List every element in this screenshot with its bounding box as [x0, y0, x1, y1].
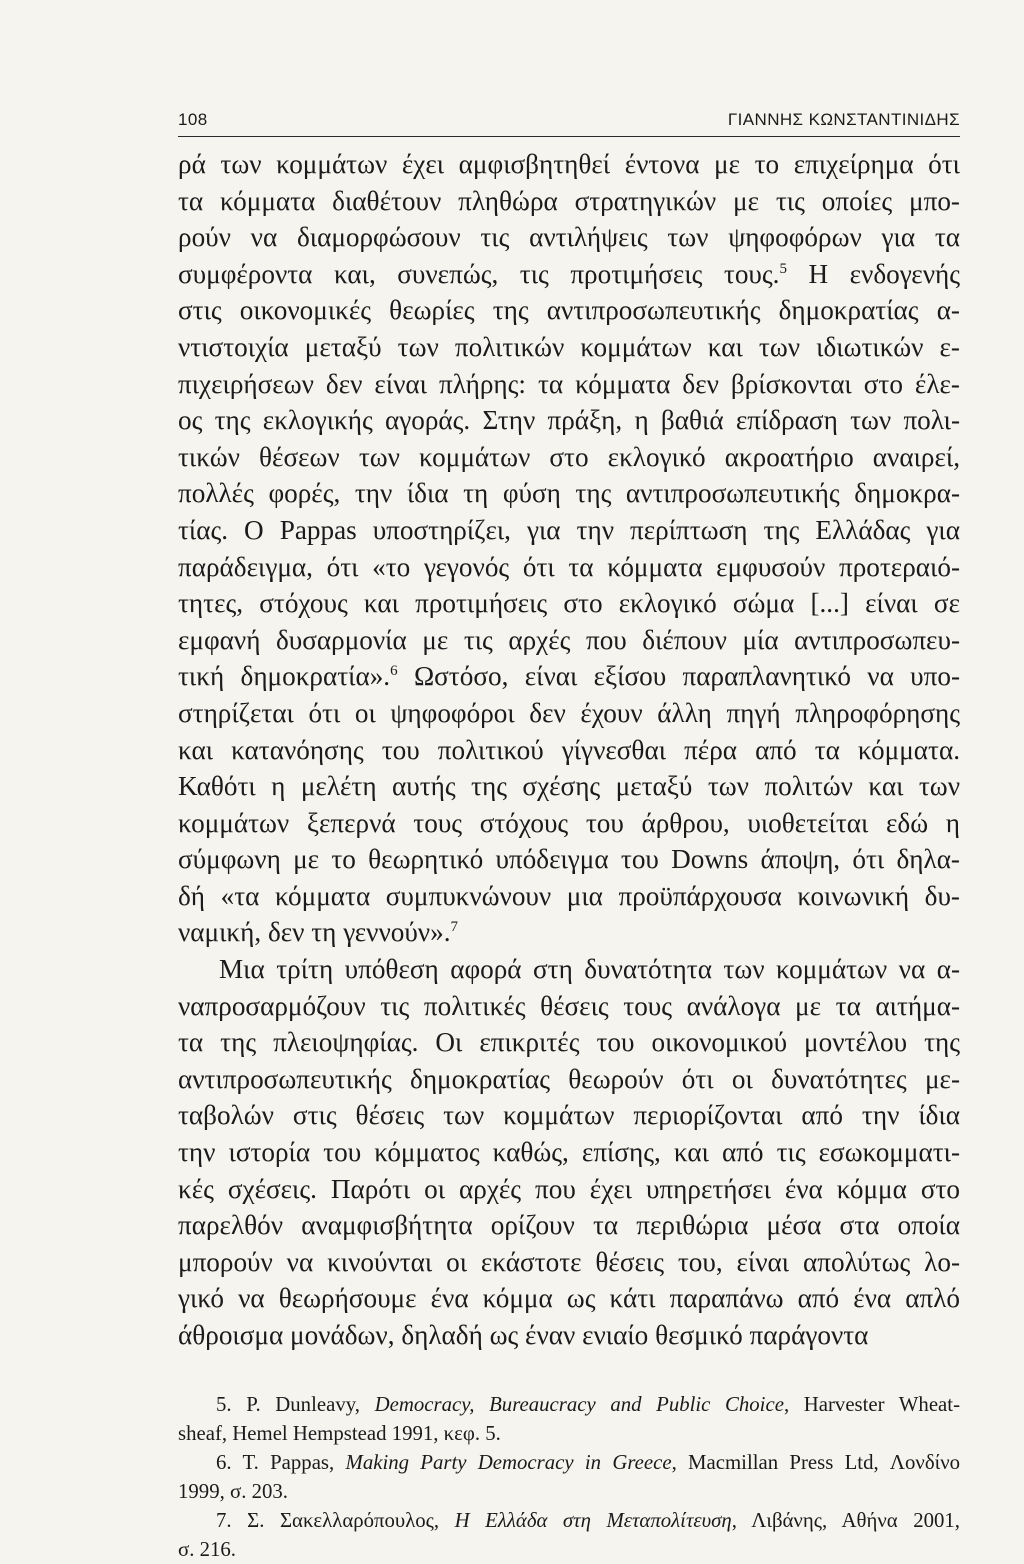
text-line	[178, 658, 960, 695]
text-line: ναπροσαρμόζουν τις πολιτικές θέσεις τους ανάλογα με τα αιτήμα-	[178, 990, 960, 1021]
text-line: γικό να θεωρήσουμε ένα κόμμα ως κάτι παραπάνω από ένα απλό	[178, 1283, 960, 1314]
footnotes	[178, 1390, 960, 1564]
text-line: ρά των κομμάτων έχει αμφισβητηθεί έντονα με το επιχείρημα ότι	[178, 149, 960, 179]
footnote-line	[178, 1390, 960, 1419]
text-line: εμφανή δυσαρμονία με τις αρχές που διέπουν μία αντιπροσωπευ-	[178, 624, 960, 655]
text-line: άθροισμα μονάδων, δηλαδή ως έναν ενιαίο θεσμικό παράγοντα	[178, 1320, 869, 1350]
text-line: παράδειγμα, ότι «το γεγονός ότι τα κόμματα εμφυσούν προτεραιό-	[178, 551, 960, 582]
text-line: κές σχέσεις. Παρότι οι αρχές που έχει υπηρετήσει ένα κόμμα στο	[178, 1173, 960, 1204]
footnote-text: , Macmillan Press Ltd, Λονδίνο	[671, 1450, 961, 1474]
text-line: κομμάτων ξεπερνά τους στόχους του άρθρου, υιοθετείται εδώ η	[178, 807, 960, 838]
footnote-line	[178, 1535, 960, 1564]
footnote-marker[interactable]: 5	[779, 260, 787, 277]
text-line: πιχειρήσεων δεν είναι πλήρης: τα κόμματα δεν βρίσκονται στο έλε-	[178, 368, 960, 399]
footnote-text: 6. T. Pappas,	[216, 1450, 346, 1474]
footnote-line	[178, 1419, 960, 1448]
footnote-marker[interactable]: 7	[450, 919, 458, 936]
line-text: Ωστόσο, είναι εξίσου παραπλανητικό να υπο-	[397, 661, 960, 692]
text-line: αντιπροσωπευτικής δημοκρατίας θεωρούν ότι οι δυνατότητες με-	[178, 1063, 960, 1094]
footnote-text: 5. P. Dunleavy,	[216, 1392, 375, 1416]
footnote-text: , Harvester Wheat-	[783, 1392, 960, 1416]
text-line: ταβολών στις θέσεις των κομμάτων περιορίζονται από την ίδια	[178, 1100, 960, 1131]
line-text: τική δημοκρατία».	[178, 661, 391, 692]
page-number: 108	[178, 110, 208, 129]
paragraph-2	[178, 951, 960, 1354]
line-text: συμφέροντα και, συνεπώς, τις προτιμήσεις τους.	[178, 258, 780, 289]
footnote	[178, 1506, 960, 1564]
text-line: τίας. Ο Pappas υποστηρίζει, για την περίπτωση της Ελλάδας για	[178, 514, 960, 545]
text-line: σύμφωνη με το θεωρητικό υπόδειγμα του Downs άποψη, ότι δηλα-	[178, 844, 960, 875]
footnote-text: 1999, σ. 203.	[178, 1479, 288, 1503]
footnote-title: Η Ελλάδα στη Μεταπολίτευση	[454, 1508, 732, 1532]
footnote-title: Making Party Democracy in Greece	[345, 1450, 672, 1474]
footnote	[178, 1390, 960, 1448]
text-line: πολλές φορές, την ίδια τη φύση της αντιπροσωπευτικής δημοκρα-	[178, 478, 960, 509]
page	[178, 110, 960, 1564]
footnote-marker[interactable]: 6	[390, 663, 398, 680]
text-line: την ιστορία του κόμματος καθώς, επίσης, και από τις εσωκομματι-	[178, 1137, 960, 1168]
footnote-text: sheaf, Hemel Hempstead 1991, κεφ. 5.	[178, 1421, 501, 1445]
text-line	[178, 914, 960, 951]
footnote-line	[178, 1506, 960, 1535]
text-line: ντιστοιχία μεταξύ των πολιτικών κομμάτων και των ιδιωτικών ε-	[178, 331, 960, 362]
body-text	[178, 146, 960, 1354]
text-line	[178, 256, 960, 293]
text-line: ος της εκλογικής αγοράς. Στην πράξη, η βαθιά επίδραση των πολι-	[178, 405, 960, 436]
footnote-title: Democracy, Bureaucracy and Public Choice	[374, 1392, 784, 1416]
text-line: τα κόμματα διαθέτουν πληθώρα στρατηγικών με τις οποίες μπο-	[178, 185, 960, 216]
paragraph-1	[178, 146, 960, 951]
text-line: στηρίζεται ότι οι ψηφοφόροι δεν έχουν άλλη πηγή πληροφόρησης	[178, 697, 960, 728]
footnote-text: , Λιβάνης, Αθήνα 2001,	[731, 1508, 960, 1532]
footnote	[178, 1448, 960, 1506]
text-line: τα της πλειοψηφίας. Οι επικριτές του οικονομικού μοντέλου της	[178, 1027, 960, 1058]
running-head-author: ΓΙΑΝΝΗΣ ΚΩΝΣΤΑΝΤΙΝΙΔΗΣ	[727, 110, 960, 129]
text-line: τικών θέσεων των κομμάτων στο εκλογικό ακροατήριο αναιρεί,	[178, 441, 960, 472]
text-line: και κατανόησης του πολιτικού γίγνεσθαι πέρα από τα κόμματα.	[178, 734, 960, 765]
text-line: Μια τρίτη υπόθεση αφορά στη δυνατότητα των κομμάτων να α-	[219, 954, 960, 985]
text-line: τητες, στόχους και προτιμήσεις στο εκλογικό σώμα [...] είναι σε	[178, 588, 960, 619]
text-line: μπορούν να κινούνται οι εκάστοτε θέσεις του, είναι απολύτως λο-	[178, 1246, 960, 1277]
line-text: ναμική, δεν τη γεννούν».	[178, 917, 451, 948]
text-line: δή «τα κόμματα συμπυκνώνουν μια προϋπάρχουσα κοινωνική δυ-	[178, 880, 960, 911]
text-line: στις οικονομικές θεωρίες της αντιπροσωπευτικής δημοκρατίας α-	[178, 295, 960, 326]
text-line: Καθότι η μελέτη αυτής της σχέσης μεταξύ των πολιτών και των	[178, 771, 960, 802]
footnote-line	[178, 1448, 960, 1477]
line-text: Η ενδογενής	[786, 258, 960, 289]
footnote-text: σ. 216.	[178, 1537, 237, 1561]
text-line: παρελθόν αναμφισβήτητα ορίζουν τα περιθώρια μέσα στα οποία	[178, 1210, 960, 1241]
footnote-text: 7. Σ. Σακελλαρόπουλος,	[216, 1508, 455, 1532]
footnote-line	[178, 1477, 960, 1506]
running-header	[178, 110, 960, 137]
text-line: ρούν να διαμορφώσουν τις αντιλήψεις των ψηφοφόρων για τα	[178, 222, 960, 253]
